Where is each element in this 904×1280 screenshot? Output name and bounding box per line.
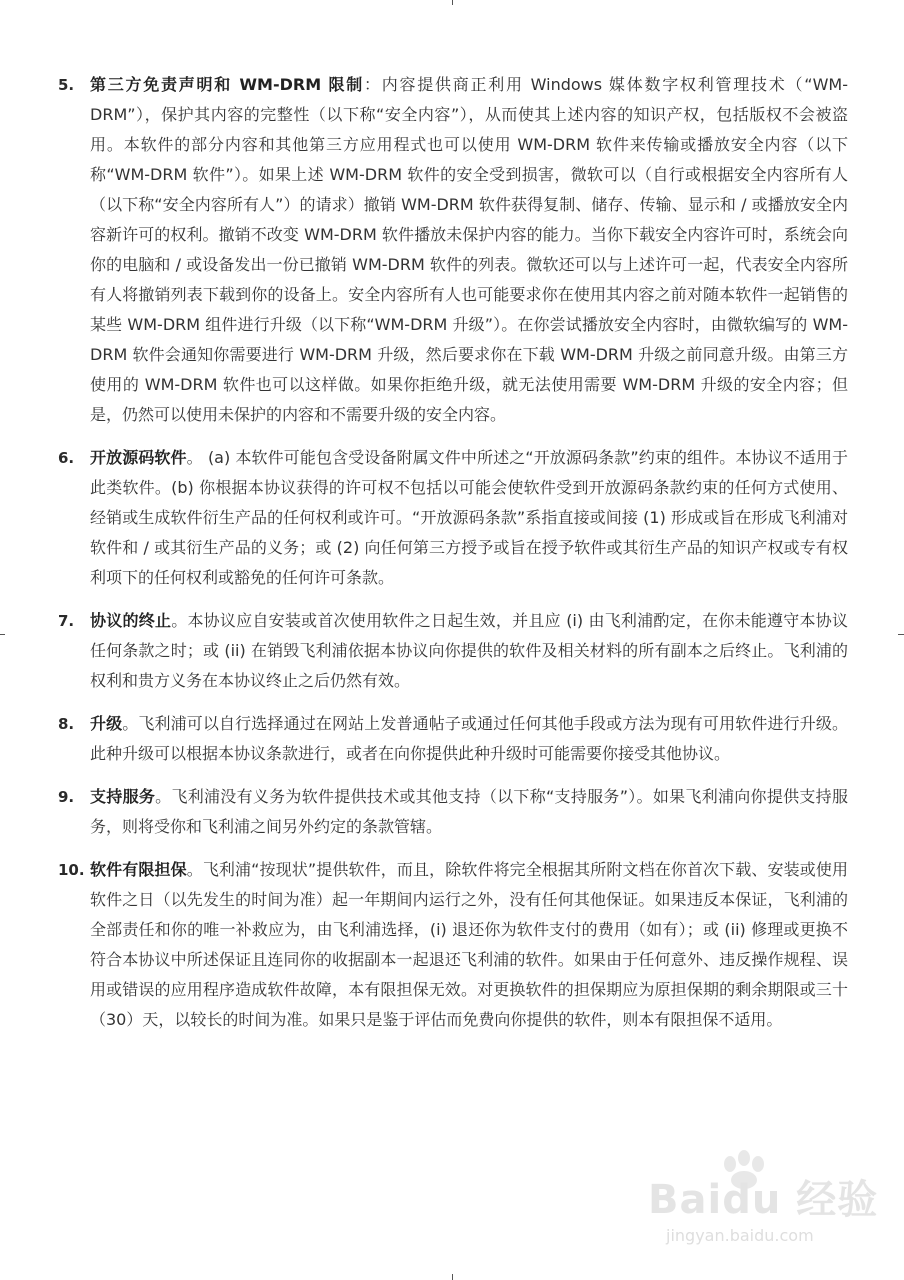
- clause-7: [58, 606, 848, 696]
- clause-separator: ：: [363, 75, 382, 94]
- clause-number: 10.: [58, 861, 85, 879]
- clause-body: 本协议应自安装或首次使用软件之日起生效，并且应 (i) 由飞利浦酌定，在你未能遵守本协议任何条款之时；或 (ii) 在销毁飞利浦依据本协议向你提供的软件及相关材料的所有副本之后终止。飞利浦的权利和贵方义务在本协议终止之后仍然有效。: [90, 611, 848, 690]
- clause-text: [90, 70, 848, 430]
- clause-text: [90, 443, 848, 593]
- clause-body: 飞利浦可以自行选择通过在网站上发普通帖子或通过任何其他手段或方法为现有可用软件进行升级。此种升级可以根据本协议条款进行，或者在向你提供此种升级时可能需要你接受其他协议。: [90, 714, 848, 763]
- watermark-brand: Baidu 经验: [648, 1177, 879, 1223]
- clause-body: (a) 本软件可能包含受设备附属文件中所述之“开放源码条款”约束的组件。本协议不适用于此类软件。(b) 你根据本协议获得的许可权不包括以可能会使软件受到开放源码条款约束的任何方式使用、经销或生成软件衍生产品的任何权利或许可。“开放源码条款”系指直接或间接 (1) 形成或旨在形成飞利浦对软件和 / 或其衍生产品的义务；或 (2) 向任何第三方授予或旨在授予软件或其衍生产品的知识产权或专有权利项下的任何权利或豁免的任何许可条款。: [90, 448, 848, 587]
- clause-body: 内容提供商正利用 Windows 媒体数字权利管理技术（“WM-DRM”），保护其内容的完整性（以下称“安全内容”），从而使其上述内容的知识产权，包括版权不会被盗用。本软件的部分内容和其他第三方应用程式也可以使用 WM-DRM 软件来传输或播放安全内容（以下称“WM-DRM 软件”）。如果上述 WM-DRM 软件的安全受到损害，微软可以（自行或根据安全内容所有人（以下称“安全内容所有人”）的请求）撤销 WM-DRM 软件获得复制、储存、传输、显示和 / 或播放安全内容新许可的权利。撤销不改变 WM-DRM 软件播放未保护内容的能力。当你下载安全内容许可时，系统会向你的电脑和 / 或设备发出一份已撤销 WM-DRM 软件的列表。微软还可以与上述许可一起，代表安全内容所有人将撤销列表下载到你的设备上。安全内容所有人也可能要求你在使用其内容之前对随本软件一起销售的某些 WM-DRM 组件进行升级（以下称“WM-DRM 升级”）。在你尝试播放安全内容时，由微软编写的 WM-DRM 软件会通知你需要进行 WM-DRM 升级，然后要求你在下载 WM-DRM 升级之前同意升级。由第三方使用的 WM-DRM 软件也可以这样做。如果你拒绝升级，就无法使用需要 WM-DRM 升级的安全内容；但是，仍然可以使用未保护的内容和不需要升级的安全内容。: [90, 75, 848, 424]
- crop-mark-right: [898, 634, 904, 635]
- clause-8: [58, 709, 848, 769]
- clause-heading: 第三方免责声明和 WM-DRM 限制: [90, 75, 364, 94]
- clause-text: [90, 709, 848, 769]
- clause-separator: 。: [186, 448, 203, 467]
- crop-mark-left: [0, 634, 5, 635]
- baidu-jingyan-watermark: [640, 1150, 890, 1260]
- clause-9: [58, 782, 848, 842]
- clause-body: 飞利浦没有义务为软件提供技术或其他支持（以下称“支持服务”）。如果飞利浦向你提供支持服务，则将受你和飞利浦之间另外约定的条款管辖。: [90, 787, 848, 836]
- clause-list: [58, 70, 848, 1048]
- clause-number: 8.: [58, 715, 75, 733]
- clause-heading: 协议的终止: [90, 611, 172, 630]
- clause-number: 7.: [58, 612, 75, 630]
- watermark-url: jingyan.baidu.com: [666, 1226, 814, 1245]
- crop-mark-top: [452, 0, 453, 5]
- clause-5: [58, 70, 848, 430]
- clause-body: 飞利浦“按现状”提供软件，而且，除软件将完全根据其所附文档在你首次下载、安装或使用软件之日（以先发生的时间为准）起一年期间内运行之外，没有任何其他保证。如果违反本保证，飞利浦的全部责任和你的唯一补救应为，由飞利浦选择，(i) 退还你为软件支付的费用（如有）；或 (ii) 修理或更换不符合本协议中所述保证且连同你的收据副本一起退还飞利浦的软件。如果由于任何意外、违反操作规程、误用或错误的应用程序造成软件故障，本有限担保无效。对更换软件的担保期应为原担保期的剩余期限或三十（30）天，以较长的时间为准。如果只是鉴于评估而免费向你提供的软件，则本有限担保不适用。: [90, 860, 848, 1029]
- clause-heading: 升级: [90, 714, 123, 733]
- clause-number: 9.: [58, 788, 75, 806]
- clause-separator: 。: [186, 860, 203, 879]
- clause-text: [90, 782, 848, 842]
- clause-6: [58, 443, 848, 593]
- clause-text: [90, 855, 848, 1035]
- clause-number: 6.: [58, 449, 75, 467]
- clause-separator: 。: [122, 714, 139, 733]
- clause-separator: 。: [171, 611, 188, 630]
- clause-number: 5.: [58, 76, 75, 94]
- clause-heading: 软件有限担保: [90, 860, 187, 879]
- clause-heading: 支持服务: [90, 787, 156, 806]
- clause-separator: 。: [155, 787, 172, 806]
- crop-mark-bottom: [452, 1274, 453, 1280]
- clause-10: [58, 855, 848, 1035]
- clause-heading: 开放源码软件: [90, 448, 187, 467]
- clause-text: [90, 606, 848, 696]
